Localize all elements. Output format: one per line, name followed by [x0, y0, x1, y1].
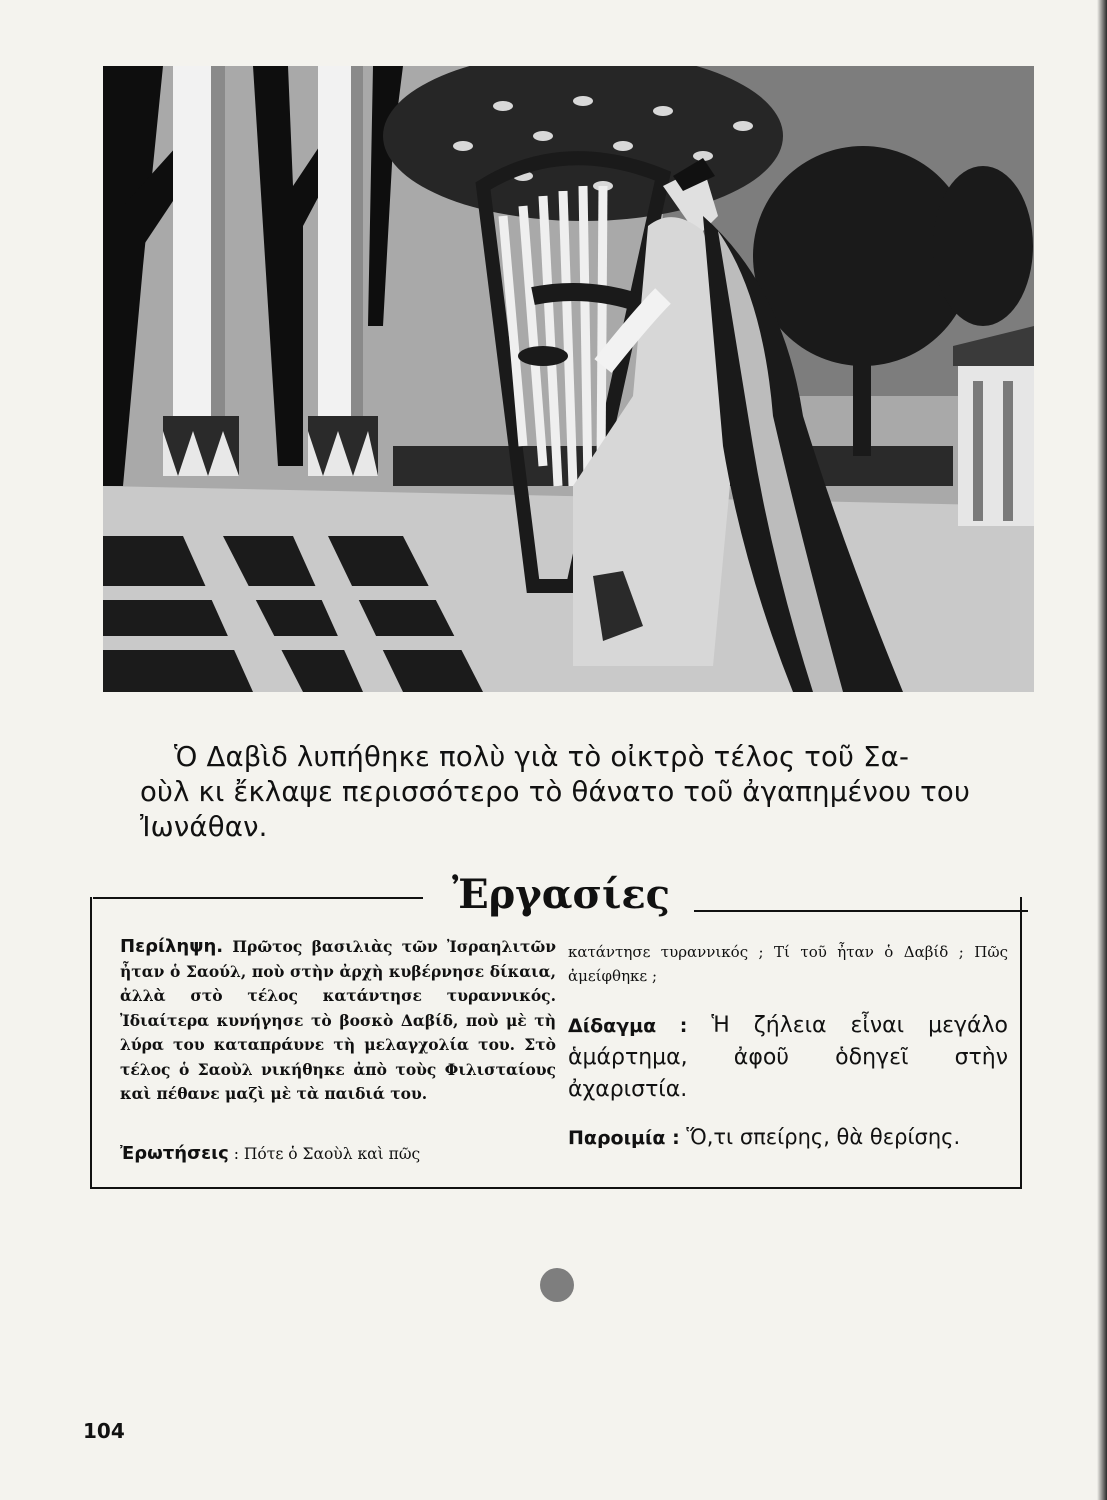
caption-line-3: Ἰωνάθαν.: [140, 811, 268, 843]
questions-block: [120, 1143, 556, 1164]
questions-heading: Ἐρωτήσεις: [120, 1143, 229, 1164]
king-harp-illustration: [103, 66, 1034, 692]
questions-text-start: : Πότε ὁ Σαοὺλ καὶ πῶς: [233, 1145, 421, 1163]
questions-text-continued: κατάντησε τυραννικός ; Τί τοῦ ἦταν ὁ Δαβίδ ; Πῶς ἀμείφθηκε ;: [568, 943, 1008, 985]
page-edge-shadow: [1097, 0, 1107, 1500]
work-section-title: Ἐργασίες: [451, 871, 670, 918]
summary-block: [120, 935, 556, 1107]
summary-heading: Περίληψη.: [120, 936, 224, 957]
right-column: [568, 940, 1008, 1153]
summary-text: Πρῶτος βασιλιὰς τῶν Ἰσραηλιτῶν ἦταν ὁ Σαούλ, ποὺ στὴν ἀρχὴ κυβέρνησε δίκαια, ἀλλὰ στὸ τέλος κατάντησε τυραννικός. Ἰδιαίτερα κυνήγησε τὸ βοσκὸ Δαβίδ, ποὺ μὲ τὴ λύρα του καταπράυνε τὴ μελαγχολία του. Στὸ τέλος ὁ Σαοὺλ νικήθηκε ἀπὸ τοὺς Φιλισταίους καὶ πέθανε μαζὶ μὲ τὰ παιδιά του.: [120, 937, 556, 1103]
proverb-heading: Παροιμία :: [568, 1127, 680, 1149]
caption-line-1: Ὁ Δαβὶδ λυπήθηκε πολὺ γιὰ τὸ οἰκτρὸ τέλος τοῦ Σα-: [174, 741, 910, 773]
lesson-heading: Δίδαγμα :: [568, 1015, 688, 1037]
lesson-text: Ἡ ζήλεια εἶναι μεγάλο ἁμάρτημα, ἀφοῦ ὁδηγεῖ στὴν ἀχαριστία.: [568, 1013, 1008, 1102]
decorative-dot: [540, 1268, 574, 1302]
caption-line-2: οὺλ κι ἔκλαψε περισσότερο τὸ θάνατο τοῦ ἀγαπημένου του: [140, 776, 971, 808]
page-number: 104: [83, 1419, 125, 1443]
proverb-text: Ὅ,τι σπείρης, θὰ θερίσης.: [686, 1125, 961, 1149]
lesson-block: [568, 1010, 1008, 1106]
illustration-caption: [140, 740, 1045, 845]
proverb-block: [568, 1122, 1008, 1153]
